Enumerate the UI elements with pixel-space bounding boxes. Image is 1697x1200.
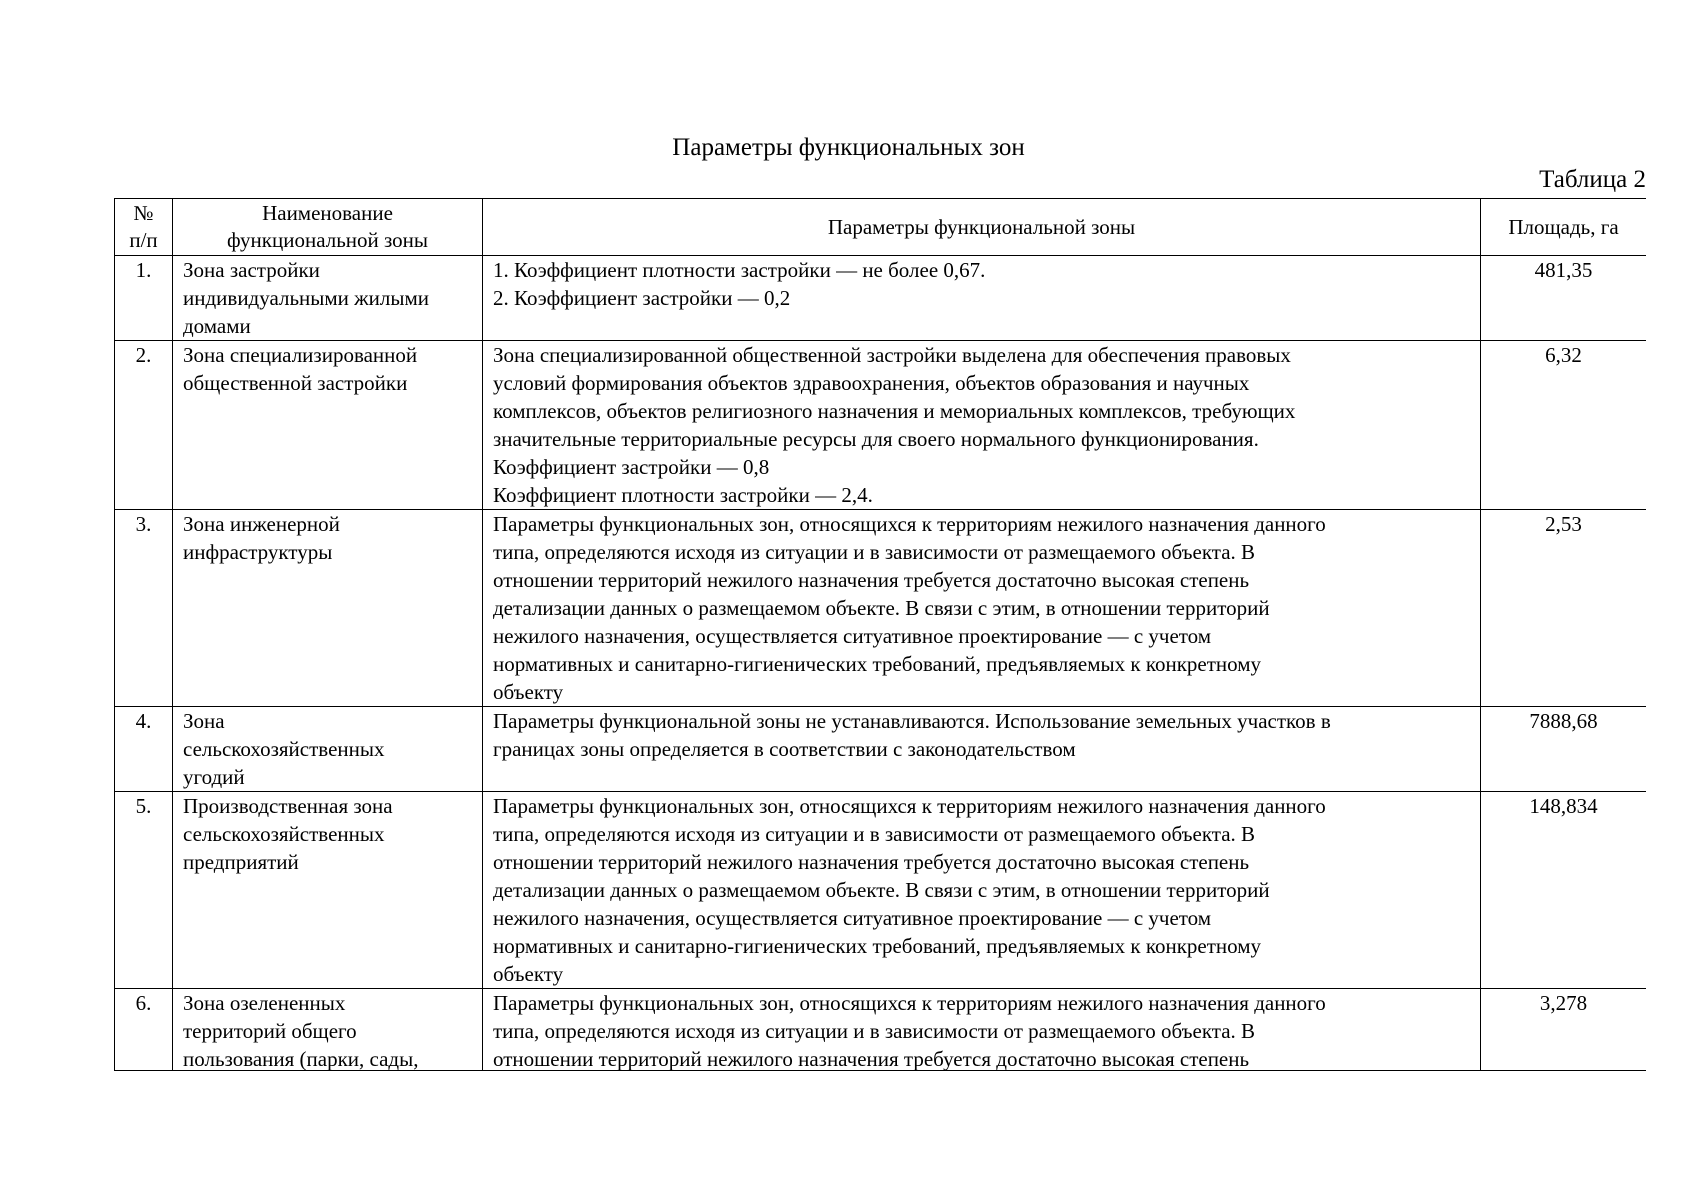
parameter-line: Коэффициент застройки — 0,8 [493, 455, 770, 479]
parameter-line: объекту [493, 962, 564, 986]
table-row [115, 510, 1647, 707]
parameter-line: типа, определяются исходя из ситуации и в зависимости от размещаемого объекта. В [493, 540, 1256, 564]
header-zone-name-line-1: Наименование [262, 201, 393, 225]
header-zone-name [173, 199, 483, 256]
zone-area: 3,278 [1481, 989, 1647, 1072]
table-row [115, 341, 1647, 510]
zone-name-line: Зона инженерной [183, 512, 340, 536]
parameter-line: отношении территорий нежилого назначения требуется достаточно высокая степень [493, 1047, 1250, 1071]
parameter-line: объекту [493, 680, 564, 704]
parameter-line: отношении территорий нежилого назначения требуется достаточно высокая степень [493, 568, 1250, 592]
zone-name [173, 256, 483, 341]
zone-name-line: Зона [183, 709, 225, 733]
zone-area: 2,53 [1481, 510, 1647, 707]
row-number: 5. [115, 792, 173, 989]
parameter-line: нежилого назначения, осуществляется ситуативное проектирование — с учетом [493, 624, 1212, 648]
row-number: 3. [115, 510, 173, 707]
zone-name-line: Зона озелененных [183, 991, 346, 1015]
parameter-line: Параметры функциональной зоны не устанавливаются. Использование земельных участков в [493, 709, 1331, 733]
zone-name-line: инфраструктуры [183, 540, 333, 564]
row-number: 6. [115, 989, 173, 1072]
parameter-line: Коэффициент плотности застройки — 2,4. [493, 483, 873, 507]
zone-name [173, 792, 483, 989]
row-number: 1. [115, 256, 173, 341]
header-zone-name-line-2: функциональной зоны [226, 228, 429, 252]
table-container [114, 198, 1646, 1071]
parameter-line: отношении территорий нежилого назначения требуется достаточно высокая степень [493, 850, 1250, 874]
zone-area: 148,834 [1481, 792, 1647, 989]
table-row [115, 792, 1647, 989]
parameter-line: условий формирования объектов здравоохранения, объектов образования и научных [493, 371, 1250, 395]
parameter-line: Параметры функциональных зон, относящихся к территориям нежилого назначения данного [493, 512, 1326, 536]
zone-name [173, 989, 483, 1072]
zone-name [173, 707, 483, 792]
zone-name-line: сельскохозяйственных [183, 737, 385, 761]
header-number-line-1: № [133, 201, 154, 225]
zone-name-line: предприятий [183, 850, 299, 874]
parameter-line: нормативных и санитарно-гигиенических требований, предъявляемых к конкретному [493, 934, 1262, 958]
zone-name-line: территорий общего [183, 1019, 357, 1043]
table-row [115, 256, 1647, 341]
parameter-line: детализации данных о размещаемом объекте. В связи с этим, в отношении территорий [493, 596, 1270, 620]
zone-area: 481,35 [1481, 256, 1647, 341]
parameter-line: границах зоны определяется в соответствии с законодательством [493, 737, 1076, 761]
zone-parameters [483, 707, 1481, 792]
header-number [115, 199, 173, 256]
parameter-line: детализации данных о размещаемом объекте. В связи с этим, в отношении территорий [493, 878, 1270, 902]
zone-name-line: общественной застройки [183, 371, 408, 395]
zone-parameters [483, 989, 1481, 1072]
zone-name [173, 510, 483, 707]
zone-parameters [483, 510, 1481, 707]
zone-name-line: индивидуальными жилыми [183, 286, 430, 310]
parameter-line: 1. Коэффициент плотности застройки — не более 0,67. [493, 258, 986, 282]
parameter-line: нормативных и санитарно-гигиенических требований, предъявляемых к конкретному [493, 652, 1262, 676]
zone-name-line: угодий [183, 765, 245, 789]
parameter-line: нежилого назначения, осуществляется ситуативное проектирование — с учетом [493, 906, 1212, 930]
zone-name [173, 341, 483, 510]
zone-name-line: Зона специализированной [183, 343, 418, 367]
zone-name-line: Производственная зона [183, 794, 393, 818]
row-number: 4. [115, 707, 173, 792]
functional-zones-table [114, 198, 1646, 1071]
parameter-line: значительные территориальные ресурсы для своего нормального функционирования. [493, 427, 1259, 451]
zone-area: 6,32 [1481, 341, 1647, 510]
header-zone-parameters: Параметры функциональной зоны [483, 199, 1481, 256]
parameter-line: типа, определяются исходя из ситуации и в зависимости от размещаемого объекта. В [493, 1019, 1256, 1043]
zone-parameters [483, 341, 1481, 510]
document-title: Параметры функциональных зон [672, 134, 1025, 161]
parameter-line: типа, определяются исходя из ситуации и в зависимости от размещаемого объекта. В [493, 822, 1256, 846]
zone-name-line: Зона застройки [183, 258, 320, 282]
parameter-line: 2. Коэффициент застройки — 0,2 [493, 286, 791, 310]
zone-name-line: пользования (парки, сады, [183, 1047, 419, 1071]
table-header-row [115, 199, 1647, 256]
row-number: 2. [115, 341, 173, 510]
zone-parameters [483, 256, 1481, 341]
header-number-line-2: п/п [129, 228, 158, 252]
table-row [115, 707, 1647, 792]
table-row [115, 989, 1647, 1072]
parameter-line: комплексов, объектов религиозного назначения и мемориальных комплексов, требующих [493, 399, 1296, 423]
zone-name-line: домами [183, 314, 251, 338]
zone-area: 7888,68 [1481, 707, 1647, 792]
parameter-line: Параметры функциональных зон, относящихся к территориям нежилого назначения данного [493, 991, 1326, 1015]
parameter-line: Параметры функциональных зон, относящихся к территориям нежилого назначения данного [493, 794, 1326, 818]
table-label: Таблица 2 [1539, 166, 1646, 193]
header-area: Площадь, га [1481, 199, 1647, 256]
zone-name-line: сельскохозяйственных [183, 822, 385, 846]
zone-parameters [483, 792, 1481, 989]
parameter-line: Зона специализированной общественной застройки выделена для обеспечения правовых [493, 343, 1291, 367]
